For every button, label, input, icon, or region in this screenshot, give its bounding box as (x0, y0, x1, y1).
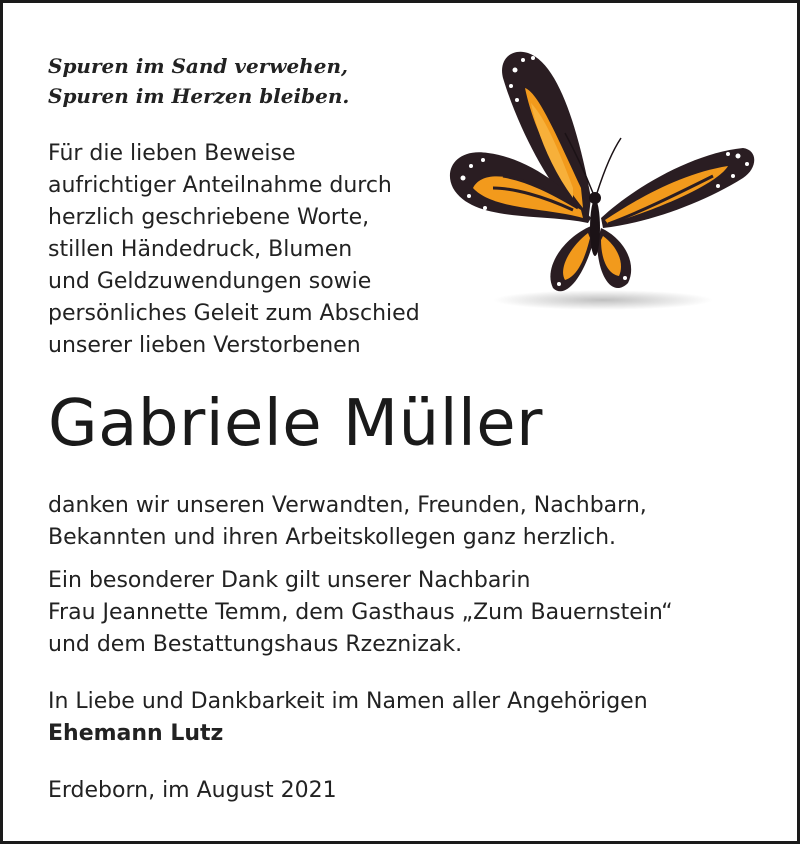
motto-line: Spuren im Sand verwehen, (48, 54, 348, 78)
special-thanks-line: Frau Jeannette Temm, dem Gasthaus „Zum Bauernstein“ (48, 600, 673, 625)
butterfly-icon (433, 38, 763, 318)
thanks-text (48, 490, 647, 554)
special-thanks-line: Ein besonderer Dank gilt unserer Nachbarin (48, 568, 531, 593)
closing-text: In Liebe und Dankbarkeit im Namen aller Angehörigen (48, 689, 648, 714)
intro-line: Für die lieben Beweise (48, 141, 296, 166)
intro-line: und Geldzuwendungen sowie (48, 269, 372, 294)
motto (48, 51, 349, 111)
intro-line: stillen Händedruck, Blumen (48, 237, 353, 262)
intro-line: persönliches Geleit zum Abschied (48, 301, 420, 326)
special-thanks-line: und dem Bestattungshaus Rzeznizak. (48, 632, 463, 657)
thanks-line: Bekannten und ihren Arbeitskollegen ganz herzlich. (48, 525, 617, 550)
deceased-name: Gabriele Müller (48, 387, 543, 461)
intro-line: aufrichtiger Anteilnahme durch (48, 173, 392, 198)
intro-line: unserer lieben Verstorbenen (48, 333, 361, 358)
special-thanks-text (48, 565, 673, 661)
signer: Ehemann Lutz (48, 721, 224, 746)
intro-text (48, 138, 420, 362)
intro-line: herzlich geschriebene Worte, (48, 205, 370, 230)
place-date: Erdeborn, im August 2021 (48, 778, 337, 803)
motto-line: Spuren im Herzen bleiben. (48, 84, 350, 108)
thanks-line: danken wir unseren Verwandten, Freunden, Nachbarn, (48, 493, 647, 518)
